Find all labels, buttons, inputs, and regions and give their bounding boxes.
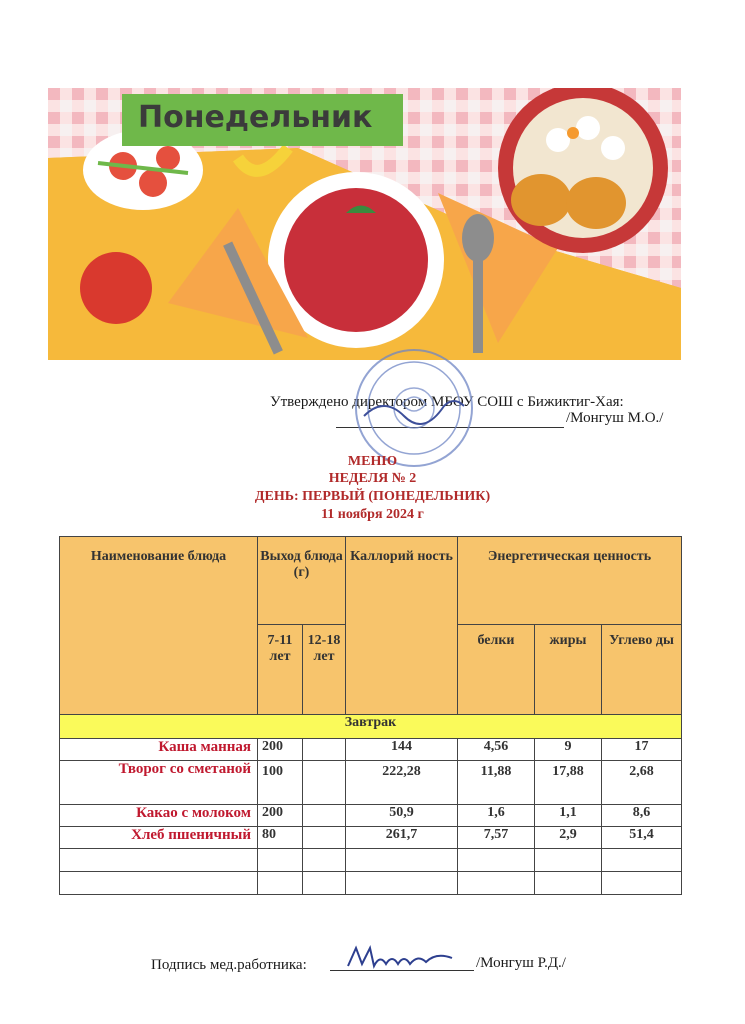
calories-value: 50,9 (346, 805, 458, 827)
output-7-11: 80 (258, 827, 303, 849)
carbs-value: 8,6 (602, 805, 682, 827)
day-heading: ДЕНЬ: ПЕРВЫЙ (ПОНЕДЕЛЬНИК) (254, 489, 491, 504)
calories-value: 144 (346, 739, 458, 761)
output-7-11: 100 (258, 761, 303, 805)
header-age-7-11: 7-11 лет (258, 624, 303, 714)
day-title-badge (122, 94, 403, 146)
calories-value: 261,7 (346, 827, 458, 849)
table-header-row (60, 537, 682, 625)
header-energy: Энергетическая ценность (458, 537, 682, 625)
empty-row (60, 849, 682, 872)
header-protein: белки (458, 624, 535, 714)
header-age-12-18: 12-18 лет (303, 624, 346, 714)
protein-value: 7,57 (458, 827, 535, 849)
output-12-18 (303, 739, 346, 761)
dish-name: Каша манная (60, 739, 258, 761)
section-label: Завтрак (60, 715, 682, 739)
week-heading: НЕДЕЛЯ № 2 (328, 471, 417, 486)
protein-value: 4,56 (458, 739, 535, 761)
menu-heading: МЕНЮ (347, 454, 398, 469)
day-title: Понедельник (138, 100, 373, 135)
menu-table (59, 536, 682, 895)
official-stamp-seal (344, 346, 484, 470)
carbs-value: 51,4 (602, 827, 682, 849)
fat-value: 17,88 (535, 761, 602, 805)
output-7-11: 200 (258, 739, 303, 761)
medic-signature-label: Подпись мед.работника: (151, 957, 307, 973)
table-row (60, 827, 682, 849)
date-heading: 11 ноября 2024 г (321, 507, 424, 522)
header-fat: жиры (535, 624, 602, 714)
header-dish: Наименование блюда (60, 537, 258, 715)
dish-name: Какао с молоком (60, 805, 258, 827)
output-7-11: 200 (258, 805, 303, 827)
banner-illustration (48, 88, 681, 360)
header-carbs: Углево ды (602, 624, 682, 714)
dish-name: Хлеб пшеничный (60, 827, 258, 849)
medic-handwritten-signature (340, 940, 460, 974)
table-row (60, 805, 682, 827)
empty-row (60, 872, 682, 895)
table-row (60, 761, 682, 805)
output-12-18 (303, 827, 346, 849)
header-calories: Каллорий ность (346, 537, 458, 715)
approval-text: Утверждено директором МБОУ СОШ с Бижиктиг-Хая: (270, 394, 624, 410)
fat-value: 1,1 (535, 805, 602, 827)
output-12-18 (303, 761, 346, 805)
protein-value: 1,6 (458, 805, 535, 827)
section-row-breakfast (60, 715, 682, 739)
header-output: Выход блюда (г) (258, 537, 346, 625)
calories-value: 222,28 (346, 761, 458, 805)
carbs-value: 17 (602, 739, 682, 761)
protein-value: 11,88 (458, 761, 535, 805)
director-name: /Монгуш М.О./ (566, 410, 664, 426)
dish-name: Творог со сметаной (60, 761, 258, 805)
carbs-value: 2,68 (602, 761, 682, 805)
fat-value: 2,9 (535, 827, 602, 849)
output-12-18 (303, 805, 346, 827)
medic-name: /Монгуш Р.Д./ (476, 955, 566, 971)
fat-value: 9 (535, 739, 602, 761)
table-row (60, 739, 682, 761)
